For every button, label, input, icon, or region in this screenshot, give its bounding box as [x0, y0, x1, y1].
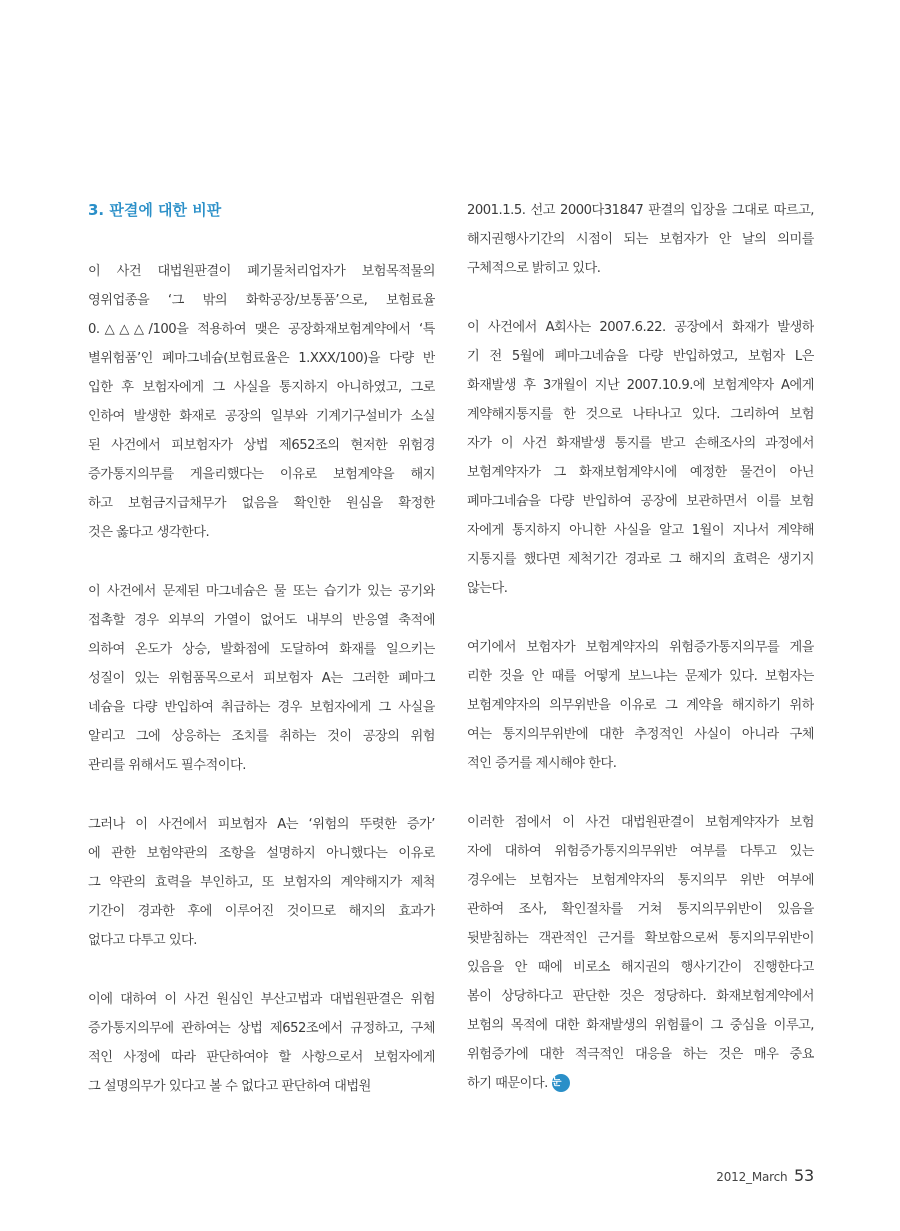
text-line: 있음을 안 때에 비로소 해지권의 행사기간이 진행한다고: [467, 960, 814, 975]
text-line: 인하여 발생한 화재로 공장의 일부와 기계기구설비가 소실: [88, 409, 435, 424]
text-line: 봄이 상당하다고 판단한 것은 정당하다. 화재보험계약에서: [467, 989, 814, 1004]
text-line: 지통지를 했다면 제척기간 경과로 그 해지의 효력은 생기지: [467, 552, 814, 567]
text-line: 하고 보험금지급채무가 없음을 확인한 원심을 확정한: [88, 496, 435, 511]
text-line: 적인 증거를 제시해야 한다.: [467, 756, 617, 771]
text-line: 자가 이 사건 화재발생 통지를 받고 손해조사의 과정에서: [467, 436, 814, 451]
paragraph: [88, 257, 435, 547]
paragraph: [467, 808, 814, 1098]
text-line: 된 사건에서 피보험자가 상법 제652조의 현저한 위험경: [88, 438, 435, 453]
text-line: 의하여 온도가 상승, 발화점에 도달하여 화재를 일으키는: [88, 642, 435, 657]
text-line: 에 관한 보험약관의 조항을 설명하지 아니했다는 이유로: [88, 846, 435, 861]
text-line: 보험계약자가 그 화재보험계약시에 예정한 물건이 아닌: [467, 465, 814, 480]
text-line: 별위험품’인 폐마그네슘(보험료율은 1.XXX/100)을 다량 반: [88, 351, 435, 366]
issue-label: 2012_March: [716, 1170, 788, 1184]
text-line: 기 전 5월에 폐마그네슘을 다량 반입하였고, 보험자 L은: [467, 349, 814, 364]
text-line: 이에 대하여 이 사건 원심인 부산고법과 대법원판결은 위험: [88, 992, 435, 1007]
text-line: 보험계약자의 의무위반을 이유로 그 계약을 해지하기 위하: [467, 698, 814, 713]
text-line: 자에게 통지하지 아니한 사실을 알고 1월이 지나서 계약해: [467, 523, 814, 538]
text-line: 없다고 다투고 있다.: [88, 933, 197, 948]
right-paragraphs: [467, 196, 814, 1098]
text-line: 0.△△△/100을 적용하여 맺은 공장화재보험계약에서 ‘특: [88, 322, 435, 337]
text-line: 그 설명의무가 있다고 볼 수 없다고 판단하여 대법원: [88, 1079, 371, 1094]
text-line: 증가통지의무에 관하여는 상법 제652조에서 규정하고, 구체: [88, 1021, 435, 1036]
text-line: 경우에는 보험자는 보험계약자의 통지의무 위반 여부에: [467, 873, 814, 888]
text-line: 적인 사정에 따라 판단하여야 할 사항으로서 보험자에게: [88, 1050, 435, 1065]
text-line: 하기 때문이다. 눈: [467, 1069, 814, 1098]
text-line: 여는 통지의무위반에 대한 추정적인 사실이 아니라 구체: [467, 727, 814, 742]
text-line: 화재발생 후 3개월이 지난 2007.10.9.에 보험계약자 A에게: [467, 378, 814, 393]
paragraph: [88, 810, 435, 955]
text-line: 이 사건 대법원판결이 폐기물처리업자가 보험목적물의: [88, 264, 435, 279]
text-line: 증가통지의무를 게을리했다는 이유로 보험계약을 해지: [88, 467, 435, 482]
text-line: 관하여 조사, 확인절차를 거쳐 통지의무위반이 있음을: [467, 902, 814, 917]
text-line: 알리고 그에 상응하는 조치를 취하는 것이 공장의 위험: [88, 729, 435, 744]
left-paragraphs: [88, 257, 435, 1101]
paragraph: [88, 577, 435, 780]
text-line: 자에 대하여 위험증가통지의무위반 여부를 다투고 있는: [467, 844, 814, 859]
right-column: [467, 196, 814, 1128]
text-line: 않는다.: [467, 581, 508, 596]
left-column: [88, 196, 435, 1131]
paragraph: [467, 313, 814, 603]
paragraph: [467, 633, 814, 778]
text-line: 접촉할 경우 외부의 가열이 없어도 내부의 반응열 축적에: [88, 613, 435, 628]
page-footer: [716, 1166, 814, 1185]
text-line: 2001.1.5. 선고 2000다31847 판결의 입장을 그대로 따르고,: [467, 203, 814, 218]
paragraph: [88, 985, 435, 1101]
text-line: 리한 것을 안 때를 어떻게 보느냐는 문제가 있다. 보험자는: [467, 669, 814, 684]
text-line: 이러한 점에서 이 사건 대법원판결이 보험계약자가 보험: [467, 815, 814, 830]
text-line: 보험의 목적에 대한 화재발생의 위험률이 그 중심을 이루고,: [467, 1018, 814, 1033]
text-line: 관리를 위해서도 필수적이다.: [88, 758, 246, 773]
text-line: 뒷받침하는 객관적인 근거를 확보함으로써 통지의무위반이: [467, 931, 814, 946]
text-line: 그 약관의 효력을 부인하고, 또 보험자의 계약해지가 제척: [88, 875, 435, 890]
text-line: 구체적으로 밝히고 있다.: [467, 261, 601, 276]
text-line: 기간이 경과한 후에 이루어진 것이므로 해지의 효과가: [88, 904, 435, 919]
text-line: 것은 옳다고 생각한다.: [88, 525, 210, 540]
paragraph: [467, 196, 814, 283]
text-line: 입한 후 보험자에게 그 사실을 통지하지 아니하였고, 그로: [88, 380, 435, 395]
text-line: 영위업종을 ‘그 밖의 화학공장/보통품’으로, 보험료율: [88, 293, 435, 308]
page-number: 53: [794, 1166, 814, 1185]
text-line: 계약해지통지를 한 것으로 나타나고 있다. 그리하여 보험: [467, 407, 814, 422]
text-line: 폐마그네슘을 다량 반입하여 공장에 보관하면서 이를 보험: [467, 494, 814, 509]
end-mark-icon: 눈: [552, 1074, 570, 1092]
text-line: 해지권행사기간의 시점이 되는 보험자가 안 날의 의미를: [467, 232, 814, 247]
text-line: 위험증가에 대한 적극적인 대응을 하는 것은 매우 중요: [467, 1047, 814, 1062]
text-line: 이 사건에서 A회사는 2007.6.22. 공장에서 화재가 발생하: [467, 320, 814, 335]
text-line: 이 사건에서 문제된 마그네슘은 물 또는 습기가 있는 공기와: [88, 584, 435, 599]
text-line: 여기에서 보험자가 보험계약자의 위험증가통지의무를 게을: [467, 640, 814, 655]
text-line: 성질이 있는 위험품목으로서 피보험자 A는 그러한 폐마그: [88, 671, 435, 686]
text-line: 그러나 이 사건에서 피보험자 A는 ‘위험의 뚜렷한 증가’: [88, 817, 435, 832]
text-line: 네슘을 다량 반입하여 취급하는 경우 보험자에게 그 사실을: [88, 700, 435, 715]
section-heading: 3. 판결에 대한 비판: [88, 201, 222, 219]
